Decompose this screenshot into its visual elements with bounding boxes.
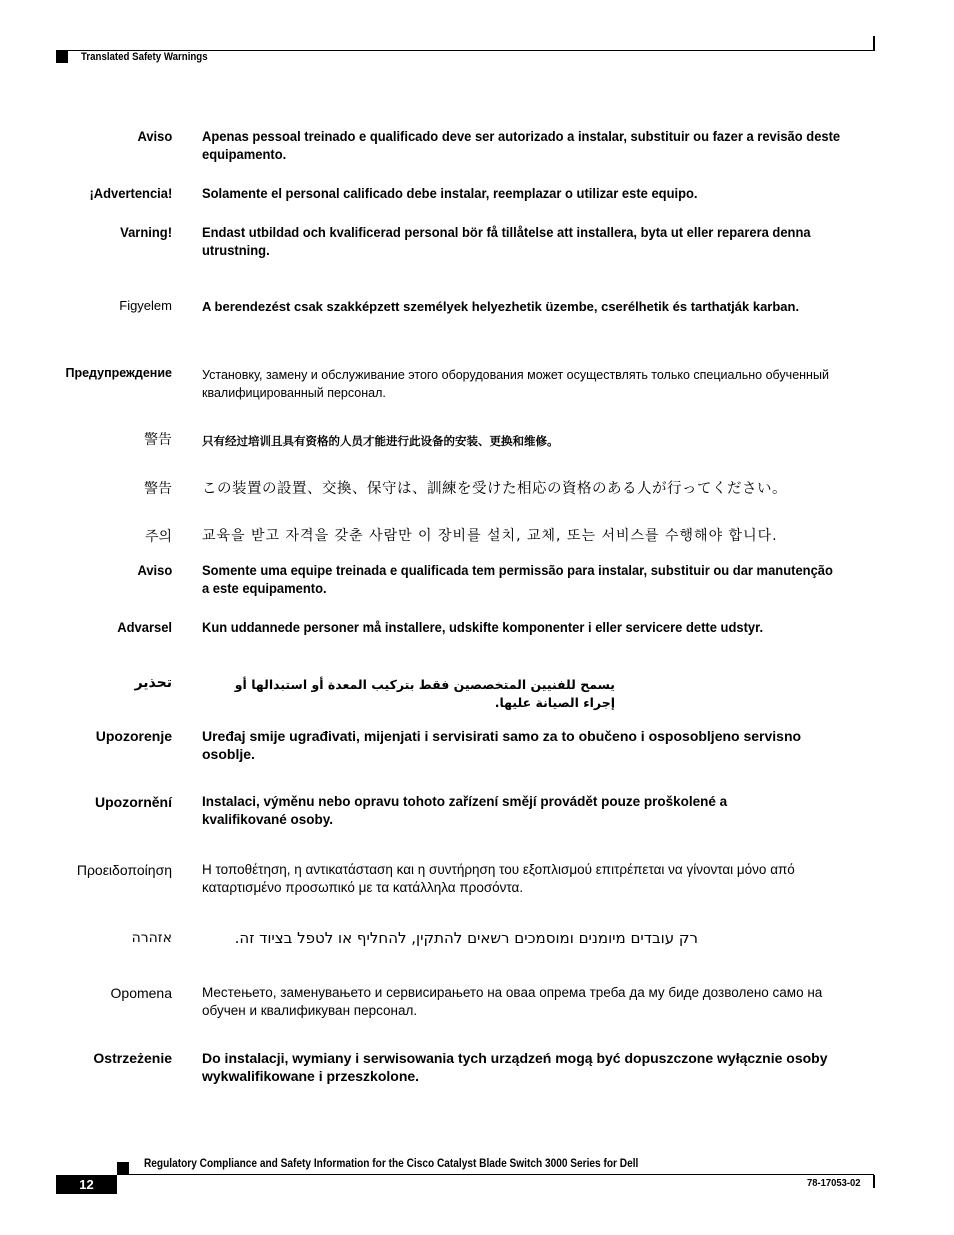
warning-label-hebrew: אזהרה bbox=[131, 930, 172, 946]
warning-text-chinese: 只有经过培训且具有资格的人员才能进行此设备的安装、更换和维修。 bbox=[202, 434, 559, 448]
warning-label-chinese: 警告 bbox=[144, 432, 172, 448]
warning-text-arabic: يسمح للفنيين المتخصصين فقط بتركيب المعدة أو استبدالها أو إجراء الصيانة عليها. bbox=[234, 677, 615, 710]
warning-label-opomena: Opomena bbox=[110, 985, 172, 1001]
warning-label-upozorenje: Upozorenje bbox=[95, 728, 172, 744]
warning-label-korean: 주의 bbox=[144, 529, 172, 545]
warning-text-upozorenje: Uređaj smije ugrađivati, mijenjati i servisirati samo za to obučeno i osposobljeno servisno osoblje. bbox=[202, 728, 802, 762]
header-tick-mark bbox=[873, 36, 875, 51]
warning-label-russian: Предупреждение bbox=[65, 366, 172, 380]
warning-text-advarsel: Kun uddannede personer må installere, udskifte komponenter i eller servicere dette udstyr. bbox=[202, 620, 764, 635]
warning-label-figyelem: Figyelem bbox=[119, 298, 172, 313]
warning-label-ostrzezenie: Ostrzeżenie bbox=[93, 1050, 172, 1066]
footer-rule bbox=[117, 1174, 874, 1175]
warning-text-figyelem: A berendezést csak szakképzett személyek helyezhetik üzembe, cserélhetik és tarthatják karban. bbox=[202, 299, 800, 314]
footer-document-number: 78-17053-02 bbox=[807, 1177, 861, 1189]
warning-text-russian: Установку, замену и обслуживание этого оборудования может осуществлять только специально обученный квалифицированный персонал. bbox=[202, 368, 829, 400]
warning-text-japanese: この装置の設置、交換、保守は、訓練を受けた相応の資格のある人が行ってください。 bbox=[202, 481, 787, 497]
warning-text-advertencia: Solamente el personal calificado debe instalar, reemplazar o utilizar este equipo. bbox=[202, 186, 698, 201]
warning-text-aviso-pt: Apenas pessoal treinado e qualificado deve ser autorizado a instalar, substituir ou fazer a revisão deste equipamento. bbox=[202, 129, 841, 162]
warning-text-greek: Η τοποθέτηση, η αντικατάσταση και η συντήρηση του εξοπλισμού επιτρέπεται να γίνονται μόνο από καταρτισμένο προσωπικό με τα κατάλληλα προσόντα. bbox=[202, 862, 795, 895]
warning-label-arabic: تحذير bbox=[134, 675, 172, 691]
footer-square-marker bbox=[117, 1162, 129, 1174]
warning-label-advertencia: ¡Advertencia! bbox=[89, 186, 172, 201]
warning-text-upozorneni: Instalaci, výměnu nebo opravu tohoto zařízení smějí provádět pouze proškolené a kvalifikované osoby. bbox=[202, 794, 728, 827]
warning-label-japanese: 警告 bbox=[144, 481, 172, 497]
footer-tick-mark bbox=[873, 1175, 875, 1188]
warning-label-aviso-br: Aviso bbox=[137, 563, 172, 578]
warning-text-hebrew: רק עובדים מיומנים ומוסמכים רשאים להתקין, להחליף או לטפל בציוד זה. bbox=[234, 929, 698, 947]
warning-label-greek: Προειδοποίηση bbox=[76, 862, 172, 878]
header-square-marker bbox=[56, 51, 68, 63]
footer-document-title: Regulatory Compliance and Safety Information for the Cisco Catalyst Blade Switch 3000 Series for Dell bbox=[144, 1158, 639, 1170]
page-number: 12 bbox=[56, 1175, 117, 1194]
warning-text-opomena: Местењето, заменувањето и сервисирањето на оваа опрема треба да му биде дозволено само на обучен и квалификуван персонал. bbox=[202, 985, 823, 1018]
warning-label-varning: Varning! bbox=[120, 225, 172, 240]
warning-label-advarsel: Advarsel bbox=[117, 620, 172, 635]
section-title: Translated Safety Warnings bbox=[81, 51, 208, 63]
warning-text-aviso-br: Somente uma equipe treinada e qualificada tem permissão para instalar, substituir ou dar manutenção a este equipamento. bbox=[202, 563, 833, 596]
warning-label-aviso-pt: Aviso bbox=[137, 129, 172, 144]
warning-text-varning: Endast utbildad och kvalificerad personal bör få tillåtelse att installera, byta ut eller reparera denna utrustning. bbox=[202, 225, 811, 258]
warning-text-korean: 교육을 받고 자격을 갖춘 사람만 이 장비를 설치, 교체, 또는 서비스를 수행해야 합니다. bbox=[202, 528, 778, 544]
warning-label-upozorneni: Upozornění bbox=[95, 794, 172, 810]
warning-text-ostrzezenie: Do instalacji, wymiany i serwisowania tych urządzeń mogą być dopuszczone wyłącznie osoby wykwalifikowane i przeszkolone. bbox=[202, 1050, 828, 1084]
